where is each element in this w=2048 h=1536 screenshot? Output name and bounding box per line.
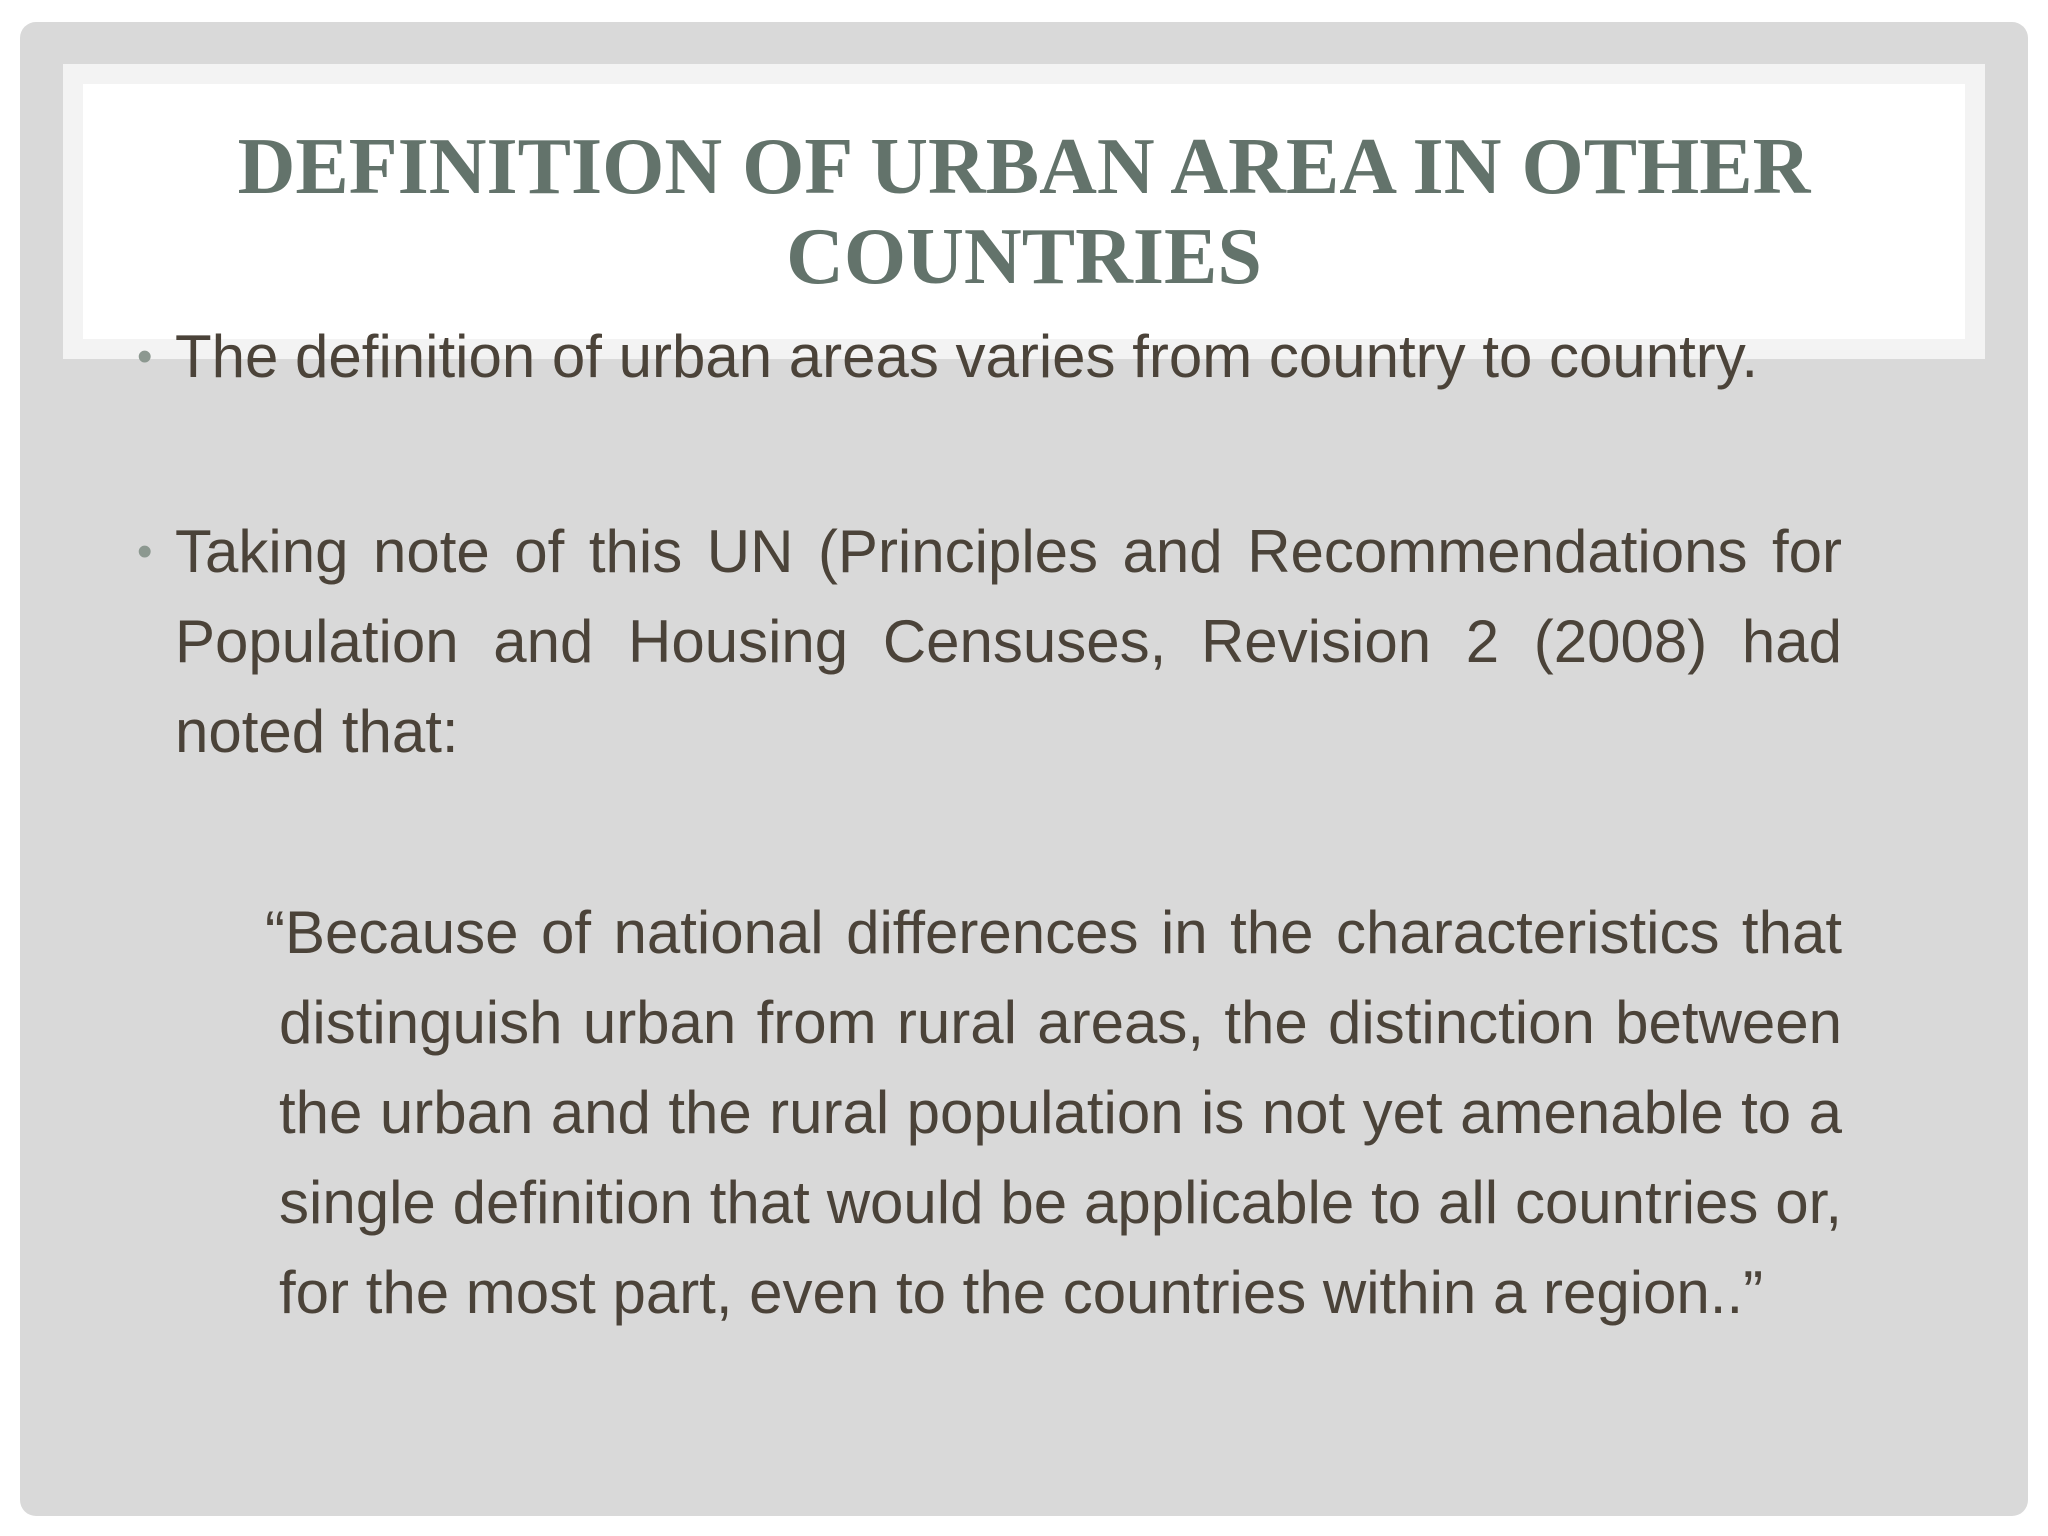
bullet-marker: • xyxy=(137,332,153,381)
bullet-text-2: Taking note of this UN (Principles and Recommendations for Population and Housing Censuses, Revision 2 (2008) had noted that: xyxy=(175,518,1842,765)
bullet-item-1 xyxy=(137,312,1842,402)
bullet-marker: • xyxy=(137,527,153,576)
bullet-item-2 xyxy=(137,507,1842,777)
slide-content xyxy=(20,22,2028,1516)
quote-text: “Because of national differences in the characteristics that distinguish urban from rural areas, the distinction between the urban and the rural population is not yet amenable to a single definition that would be applicable to all countries or, for the most part, even to the countries within a region..” xyxy=(265,899,1842,1326)
slide-title: DEFINITION OF URBAN AREA IN OTHER COUNTRIES xyxy=(237,122,1811,301)
slide xyxy=(20,22,2028,1516)
quoted-definition xyxy=(265,888,1842,1338)
bullet-text-1: The definition of urban areas varies from country to country. xyxy=(175,323,1758,390)
